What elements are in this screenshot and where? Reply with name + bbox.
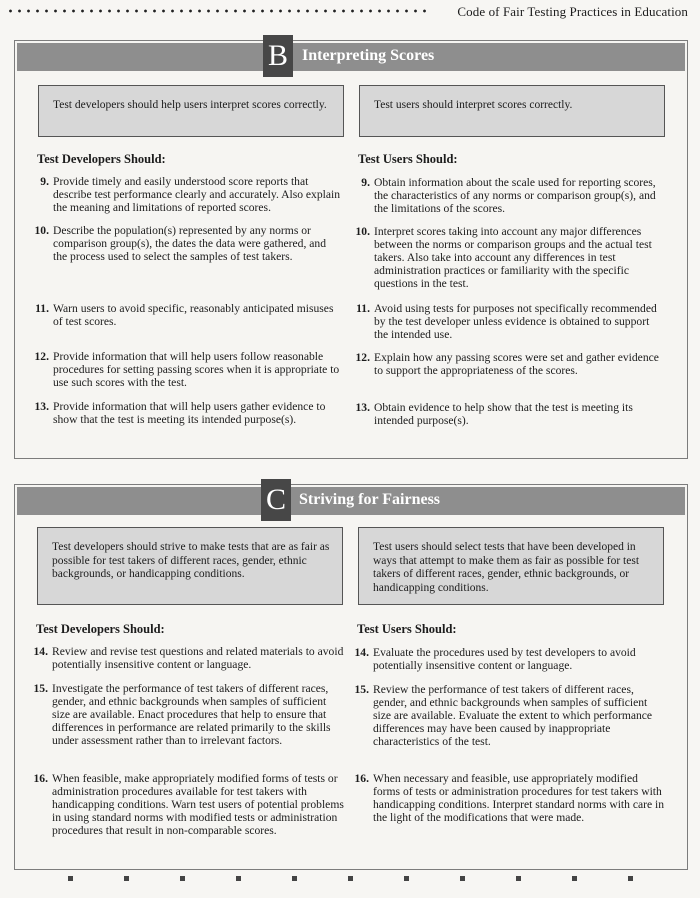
users-heading: Test Users Should: — [357, 622, 457, 636]
item-number: 11. — [35, 302, 49, 315]
section-interpreting-scores — [14, 40, 688, 459]
item-number: 16. — [33, 772, 48, 785]
item-text: Investigate the performance of test takers of different races, gender, and ethnic backgrounds when samples of sufficient size are available. Enact procedures that help to ensure that differences in performance are related primarily to the skills under assessment rather than to irrelevant factors. — [52, 682, 331, 747]
item-text: Warn users to avoid specific, reasonably anticipated misuses of test scores. — [53, 302, 334, 328]
section-banner — [17, 39, 685, 72]
item-number: 14. — [354, 646, 369, 659]
item-number: 15. — [354, 683, 369, 696]
item-number: 9. — [361, 176, 370, 189]
item-text: Obtain information about the scale used for reporting scores, the characteristics of any norms or comparison group(s), and the limitations of the scores. — [374, 176, 656, 215]
item-text: Describe the population(s) represented by any norms or comparison group(s), the dates the data were gathered, and the process used to select the samples of test takers. — [53, 224, 326, 263]
developers-heading: Test Developers Should: — [36, 622, 165, 636]
item-text: Review and revise test questions and related materials to avoid potentially insensitive content or language. — [52, 645, 344, 671]
item-number: 12. — [34, 350, 49, 363]
user-summary-box: Test users should interpret scores correctly. — [359, 85, 665, 137]
item-number: 10. — [34, 224, 49, 237]
users-heading: Test Users Should: — [358, 152, 458, 166]
item-number: 15. — [33, 682, 48, 695]
item-text: Obtain evidence to help show that the test is meeting its intended purpose(s). — [374, 401, 633, 427]
item-text: Evaluate the procedures used by test developers to avoid potentially insensitive content or language. — [373, 646, 636, 672]
item-text: Avoid using tests for purposes not specifically recommended by the test developer unless evidence is obtained to support the intended use. — [374, 302, 657, 341]
item-text: Provide information that will help users follow reasonable procedures for setting passing scores when it is appropriate to use such scores with the test. — [53, 350, 340, 389]
section-letter: B — [263, 35, 293, 77]
item-text: When feasible, make appropriately modified forms of tests or administration procedures available for test takers with handicapping conditions. Warn test users of potential problems in using standard norms with modified tests or administration procedures that result in non-comparable scores. — [52, 772, 344, 837]
item-text: Provide timely and easily understood score reports that describe test performance clearly and accurately. Also explain the meaning and limitations of reported scores. — [53, 175, 341, 214]
item-number: 9. — [40, 175, 49, 188]
item-number: 10. — [355, 225, 370, 238]
running-header — [0, 4, 700, 22]
item-number: 16. — [354, 772, 369, 785]
item-number: 13. — [34, 400, 49, 413]
section-letter: C — [261, 479, 291, 521]
item-text: Explain how any passing scores were set and gather evidence to support the appropriateness of the scores. — [374, 351, 659, 377]
item-number: 13. — [355, 401, 370, 414]
section-striving-for-fairness — [14, 484, 688, 870]
section-banner — [17, 483, 685, 516]
item-number: 11. — [356, 302, 370, 315]
section-title: Interpreting Scores — [302, 47, 435, 64]
document-title: Code of Fair Testing Practices in Education — [457, 4, 688, 19]
item-text: Interpret scores taking into account any major differences between the norms or comparison groups and the actual test takers. Also take into account any differences in test administration practices or familiarity with the specific questions in the test. — [374, 225, 652, 290]
item-text: Provide information that will help users gather evidence to show that the test is meeting its intended purpose(s). — [53, 400, 326, 426]
header-dot-rule — [6, 7, 426, 15]
item-text: Review the performance of test takers of different races, gender, and ethnic backgrounds when samples of sufficient size are available. Evaluate the extent to which performance differences may have been caused by inappropriate characteristics of the test. — [373, 683, 653, 748]
developers-heading: Test Developers Should: — [37, 152, 166, 166]
section-title: Striving for Fairness — [299, 491, 441, 508]
item-text: When necessary and feasible, use appropriately modified forms of tests or administration procedures for test takers with handicapping conditions. Interpret standard norms with care in the light of the modifications that were made. — [373, 772, 665, 824]
user-summary-box: Test users should select tests that have been developed in ways that attempt to make them as fair as possible for test takers of different races, gender, ethnic backgrounds, or handicapping conditions. — [358, 527, 664, 605]
footer-dot-rule — [0, 876, 700, 886]
developer-summary-box: Test developers should strive to make tests that are as fair as possible for test takers of different races, gender, ethnic backgrounds, or handicapping conditions. — [37, 527, 343, 605]
item-number: 12. — [355, 351, 370, 364]
item-number: 14. — [33, 645, 48, 658]
developer-summary-box: Test developers should help users interpret scores correctly. — [38, 85, 344, 137]
